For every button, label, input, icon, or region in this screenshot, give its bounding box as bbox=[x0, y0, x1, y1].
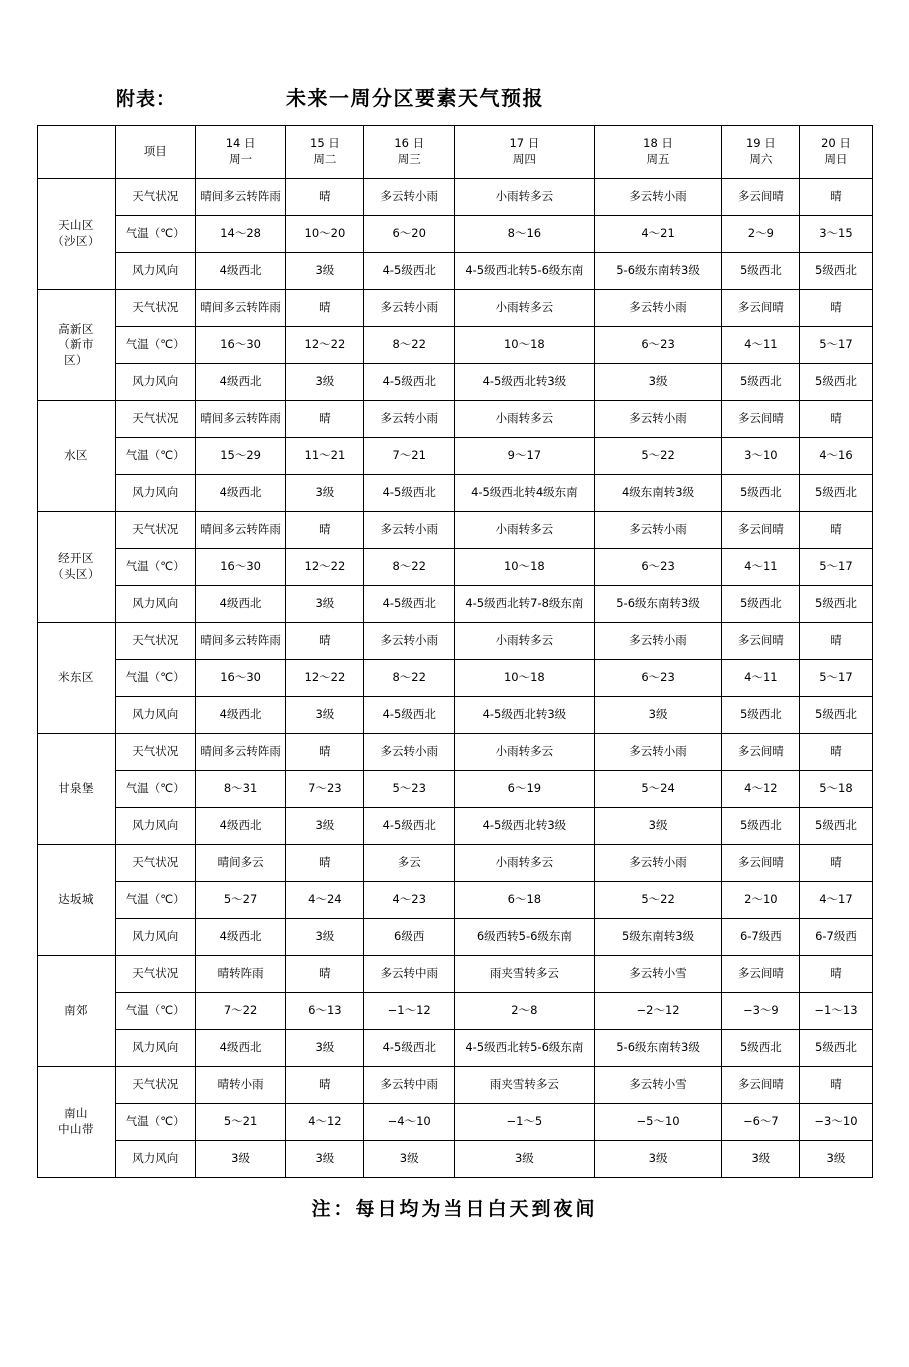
cell-wind-day1: 3级 bbox=[286, 475, 364, 512]
row-label-temp: 气温（℃） bbox=[115, 993, 195, 1030]
cell-wind-day2: 4-5级西北 bbox=[364, 697, 454, 734]
cell-temp-day1: 10～20 bbox=[286, 216, 364, 253]
cell-weather-day4: 多云转小雨 bbox=[594, 401, 722, 438]
cell-temp-day1: 6～13 bbox=[286, 993, 364, 1030]
cell-wind-day2: 4-5级西北 bbox=[364, 808, 454, 845]
cell-wind-day5: 5级西北 bbox=[722, 808, 800, 845]
cell-weather-day3: 小雨转多云 bbox=[454, 512, 594, 549]
row-label-weather: 天气状况 bbox=[115, 734, 195, 771]
cell-temp-day2: 8～22 bbox=[364, 549, 454, 586]
row-label-temp: 气温（℃） bbox=[115, 327, 195, 364]
row-label-wind: 风力风向 bbox=[115, 475, 195, 512]
cell-wind-day4: 5-6级东南转3级 bbox=[594, 253, 722, 290]
cell-wind-day3: 3级 bbox=[454, 1141, 594, 1178]
cell-wind-day2: 4-5级西北 bbox=[364, 253, 454, 290]
forecast-table bbox=[37, 125, 873, 1178]
cell-wind-day1: 3级 bbox=[286, 1030, 364, 1067]
header-day-1-date: 15 日 bbox=[310, 136, 340, 151]
cell-temp-day2: −1～12 bbox=[364, 993, 454, 1030]
row-label-wind: 风力风向 bbox=[115, 253, 195, 290]
cell-weather-day1: 晴 bbox=[286, 290, 364, 327]
cell-weather-day2: 多云转中雨 bbox=[364, 1067, 454, 1104]
header-day-1-weekday: 周二 bbox=[313, 152, 337, 166]
cell-temp-day6: 3～15 bbox=[800, 216, 872, 253]
header-day-2-weekday: 周三 bbox=[397, 152, 421, 166]
cell-wind-day6: 5级西北 bbox=[800, 808, 872, 845]
cell-weather-day5: 多云间晴 bbox=[722, 290, 800, 327]
cell-temp-day5: 4～11 bbox=[722, 660, 800, 697]
header-corner bbox=[37, 126, 115, 179]
cell-temp-day3: −1～5 bbox=[454, 1104, 594, 1141]
cell-temp-day6: 5～17 bbox=[800, 327, 872, 364]
cell-weather-day0: 晴间多云转阵雨 bbox=[195, 512, 285, 549]
table-row bbox=[37, 845, 872, 882]
cell-weather-day3: 小雨转多云 bbox=[454, 290, 594, 327]
cell-wind-day5: 5级西北 bbox=[722, 586, 800, 623]
cell-wind-day5: 3级 bbox=[722, 1141, 800, 1178]
cell-weather-day0: 晴转阵雨 bbox=[195, 956, 285, 993]
cell-temp-day1: 12～22 bbox=[286, 549, 364, 586]
document-page bbox=[0, 82, 909, 1367]
header-row bbox=[37, 126, 872, 179]
cell-weather-day5: 多云间晴 bbox=[722, 179, 800, 216]
cell-temp-day5: −3～9 bbox=[722, 993, 800, 1030]
header-day-3 bbox=[454, 126, 594, 179]
cell-weather-day0: 晴间多云转阵雨 bbox=[195, 290, 285, 327]
cell-weather-day6: 晴 bbox=[800, 512, 872, 549]
cell-temp-day4: 5～22 bbox=[594, 438, 722, 475]
cell-weather-day5: 多云间晴 bbox=[722, 623, 800, 660]
table-row bbox=[37, 808, 872, 845]
cell-wind-day0: 4级西北 bbox=[195, 1030, 285, 1067]
table-row bbox=[37, 660, 872, 697]
cell-weather-day1: 晴 bbox=[286, 956, 364, 993]
cell-temp-day4: −2～12 bbox=[594, 993, 722, 1030]
cell-weather-day1: 晴 bbox=[286, 845, 364, 882]
cell-temp-day6: −3～10 bbox=[800, 1104, 872, 1141]
cell-weather-day0: 晴间多云转阵雨 bbox=[195, 623, 285, 660]
table-row bbox=[37, 956, 872, 993]
cell-temp-day1: 12～22 bbox=[286, 327, 364, 364]
cell-wind-day5: 5级西北 bbox=[722, 697, 800, 734]
cell-wind-day4: 3级 bbox=[594, 697, 722, 734]
cell-wind-day5: 6-7级西 bbox=[722, 919, 800, 956]
cell-weather-day4: 多云转小雨 bbox=[594, 512, 722, 549]
cell-wind-day4: 3级 bbox=[594, 1141, 722, 1178]
cell-temp-day6: 5～17 bbox=[800, 549, 872, 586]
row-label-wind: 风力风向 bbox=[115, 697, 195, 734]
title-row bbox=[36, 82, 873, 111]
row-label-wind: 风力风向 bbox=[115, 919, 195, 956]
cell-weather-day3: 小雨转多云 bbox=[454, 734, 594, 771]
table-row bbox=[37, 364, 872, 401]
row-label-weather: 天气状况 bbox=[115, 512, 195, 549]
cell-temp-day0: 7～22 bbox=[195, 993, 285, 1030]
cell-temp-day0: 16～30 bbox=[195, 660, 285, 697]
header-day-0-date: 14 日 bbox=[225, 136, 256, 151]
cell-weather-day1: 晴 bbox=[286, 734, 364, 771]
cell-wind-day4: 5-6级东南转3级 bbox=[594, 586, 722, 623]
cell-temp-day6: 5～17 bbox=[800, 660, 872, 697]
cell-wind-day3: 4-5级西北转3级 bbox=[454, 808, 594, 845]
cell-weather-day0: 晴间多云转阵雨 bbox=[195, 401, 285, 438]
cell-weather-day2: 多云转小雨 bbox=[364, 623, 454, 660]
cell-wind-day3: 4-5级西北转4级东南 bbox=[454, 475, 594, 512]
cell-temp-day3: 8～16 bbox=[454, 216, 594, 253]
cell-weather-day5: 多云间晴 bbox=[722, 956, 800, 993]
cell-wind-day0: 4级西北 bbox=[195, 586, 285, 623]
cell-weather-day3: 雨夹雪转多云 bbox=[454, 956, 594, 993]
row-label-weather: 天气状况 bbox=[115, 1067, 195, 1104]
cell-weather-day4: 多云转小雨 bbox=[594, 290, 722, 327]
cell-wind-day2: 4-5级西北 bbox=[364, 364, 454, 401]
table-row bbox=[37, 697, 872, 734]
cell-temp-day3: 6～19 bbox=[454, 771, 594, 808]
table-row bbox=[37, 623, 872, 660]
region-name: 经开区 （头区） bbox=[37, 512, 115, 623]
cell-wind-day0: 3级 bbox=[195, 1141, 285, 1178]
cell-temp-day5: 3～10 bbox=[722, 438, 800, 475]
cell-weather-day3: 小雨转多云 bbox=[454, 179, 594, 216]
cell-weather-day2: 多云转小雨 bbox=[364, 401, 454, 438]
cell-temp-day3: 9～17 bbox=[454, 438, 594, 475]
cell-wind-day2: 3级 bbox=[364, 1141, 454, 1178]
cell-weather-day6: 晴 bbox=[800, 1067, 872, 1104]
cell-wind-day0: 4级西北 bbox=[195, 697, 285, 734]
row-label-wind: 风力风向 bbox=[115, 1141, 195, 1178]
cell-temp-day1: 4～12 bbox=[286, 1104, 364, 1141]
cell-wind-day0: 4级西北 bbox=[195, 808, 285, 845]
cell-wind-day1: 3级 bbox=[286, 253, 364, 290]
cell-weather-day4: 多云转小雨 bbox=[594, 179, 722, 216]
cell-temp-day0: 15～29 bbox=[195, 438, 285, 475]
cell-temp-day4: 6～23 bbox=[594, 549, 722, 586]
cell-weather-day4: 多云转小雨 bbox=[594, 845, 722, 882]
row-label-wind: 风力风向 bbox=[115, 1030, 195, 1067]
cell-temp-day5: 4～11 bbox=[722, 549, 800, 586]
page-title: 未来一周分区要素天气预报 bbox=[286, 86, 545, 110]
cell-weather-day3: 小雨转多云 bbox=[454, 623, 594, 660]
cell-temp-day2: 7～21 bbox=[364, 438, 454, 475]
cell-temp-day2: 8～22 bbox=[364, 660, 454, 697]
row-label-wind: 风力风向 bbox=[115, 808, 195, 845]
cell-temp-day5: 2～10 bbox=[722, 882, 800, 919]
header-day-5-weekday: 周六 bbox=[749, 152, 773, 166]
cell-weather-day0: 晴转小雨 bbox=[195, 1067, 285, 1104]
cell-wind-day3: 6级西转5-6级东南 bbox=[454, 919, 594, 956]
cell-weather-day5: 多云间晴 bbox=[722, 512, 800, 549]
table-row bbox=[37, 1030, 872, 1067]
cell-temp-day3: 10～18 bbox=[454, 327, 594, 364]
cell-temp-day1: 11～21 bbox=[286, 438, 364, 475]
cell-wind-day3: 4-5级西北转5-6级东南 bbox=[454, 1030, 594, 1067]
cell-weather-day4: 多云转小雪 bbox=[594, 956, 722, 993]
cell-weather-day6: 晴 bbox=[800, 401, 872, 438]
table-row bbox=[37, 734, 872, 771]
table-row bbox=[37, 179, 872, 216]
cell-weather-day0: 晴间多云 bbox=[195, 845, 285, 882]
cell-temp-day3: 10～18 bbox=[454, 549, 594, 586]
cell-wind-day1: 3级 bbox=[286, 586, 364, 623]
cell-temp-day3: 6～18 bbox=[454, 882, 594, 919]
table-row bbox=[37, 475, 872, 512]
cell-wind-day3: 4-5级西北转5-6级东南 bbox=[454, 253, 594, 290]
row-label-wind: 风力风向 bbox=[115, 586, 195, 623]
region-name: 达坂城 bbox=[37, 845, 115, 956]
table-row bbox=[37, 993, 872, 1030]
cell-weather-day1: 晴 bbox=[286, 401, 364, 438]
cell-temp-day2: −4～10 bbox=[364, 1104, 454, 1141]
header-day-6-date: 20 日 bbox=[821, 136, 851, 151]
row-label-wind: 风力风向 bbox=[115, 364, 195, 401]
cell-wind-day6: 3级 bbox=[800, 1141, 872, 1178]
cell-wind-day4: 4级东南转3级 bbox=[594, 475, 722, 512]
cell-wind-day0: 4级西北 bbox=[195, 253, 285, 290]
cell-weather-day1: 晴 bbox=[286, 623, 364, 660]
cell-temp-day2: 8～22 bbox=[364, 327, 454, 364]
cell-temp-day0: 8～31 bbox=[195, 771, 285, 808]
header-day-3-weekday: 周四 bbox=[512, 152, 536, 166]
row-label-weather: 天气状况 bbox=[115, 623, 195, 660]
row-label-temp: 气温（℃） bbox=[115, 549, 195, 586]
table-row bbox=[37, 549, 872, 586]
table-row bbox=[37, 327, 872, 364]
cell-temp-day0: 5～21 bbox=[195, 1104, 285, 1141]
row-label-temp: 气温（℃） bbox=[115, 660, 195, 697]
cell-wind-day2: 4-5级西北 bbox=[364, 586, 454, 623]
row-label-weather: 天气状况 bbox=[115, 401, 195, 438]
header-day-0 bbox=[195, 126, 285, 179]
cell-wind-day6: 6-7级西 bbox=[800, 919, 872, 956]
cell-weather-day3: 雨夹雪转多云 bbox=[454, 1067, 594, 1104]
header-day-3-date: 17 日 bbox=[509, 136, 540, 151]
region-name: 水区 bbox=[37, 401, 115, 512]
header-day-2 bbox=[364, 126, 454, 179]
table-row bbox=[37, 512, 872, 549]
cell-weather-day1: 晴 bbox=[286, 179, 364, 216]
cell-temp-day2: 4～23 bbox=[364, 882, 454, 919]
cell-temp-day0: 16～30 bbox=[195, 327, 285, 364]
cell-weather-day5: 多云间晴 bbox=[722, 1067, 800, 1104]
row-label-temp: 气温（℃） bbox=[115, 438, 195, 475]
table-note: 注：每日均为当日白天到夜间 bbox=[311, 1198, 598, 1220]
region-name: 南郊 bbox=[37, 956, 115, 1067]
cell-weather-day4: 多云转小雨 bbox=[594, 623, 722, 660]
cell-wind-day4: 3级 bbox=[594, 808, 722, 845]
region-name: 甘泉堡 bbox=[37, 734, 115, 845]
cell-temp-day4: 6～23 bbox=[594, 660, 722, 697]
cell-wind-day2: 6级西 bbox=[364, 919, 454, 956]
table-row bbox=[37, 586, 872, 623]
cell-wind-day6: 5级西北 bbox=[800, 253, 872, 290]
header-day-4-weekday: 周五 bbox=[646, 152, 670, 166]
cell-wind-day1: 3级 bbox=[286, 364, 364, 401]
cell-weather-day2: 多云 bbox=[364, 845, 454, 882]
cell-wind-day6: 5级西北 bbox=[800, 475, 872, 512]
cell-temp-day1: 7～23 bbox=[286, 771, 364, 808]
table-row bbox=[37, 438, 872, 475]
cell-wind-day5: 5级西北 bbox=[722, 1030, 800, 1067]
cell-wind-day4: 3级 bbox=[594, 364, 722, 401]
cell-temp-day5: −6～7 bbox=[722, 1104, 800, 1141]
cell-weather-day1: 晴 bbox=[286, 512, 364, 549]
cell-weather-day0: 晴间多云转阵雨 bbox=[195, 734, 285, 771]
row-label-temp: 气温（℃） bbox=[115, 1104, 195, 1141]
cell-wind-day0: 4级西北 bbox=[195, 919, 285, 956]
table-row bbox=[37, 401, 872, 438]
cell-temp-day2: 5～23 bbox=[364, 771, 454, 808]
cell-wind-day1: 3级 bbox=[286, 919, 364, 956]
cell-temp-day6: 4～17 bbox=[800, 882, 872, 919]
cell-temp-day2: 6～20 bbox=[364, 216, 454, 253]
cell-temp-day3: 2～8 bbox=[454, 993, 594, 1030]
cell-temp-day5: 2～9 bbox=[722, 216, 800, 253]
cell-weather-day0: 晴间多云转阵雨 bbox=[195, 179, 285, 216]
table-row bbox=[37, 216, 872, 253]
region-name: 米东区 bbox=[37, 623, 115, 734]
table-row bbox=[37, 1067, 872, 1104]
cell-weather-day6: 晴 bbox=[800, 623, 872, 660]
row-label-weather: 天气状况 bbox=[115, 290, 195, 327]
header-day-5 bbox=[722, 126, 800, 179]
table-row bbox=[37, 919, 872, 956]
cell-weather-day2: 多云转小雨 bbox=[364, 290, 454, 327]
cell-weather-day3: 小雨转多云 bbox=[454, 401, 594, 438]
cell-weather-day6: 晴 bbox=[800, 845, 872, 882]
cell-temp-day6: 4～16 bbox=[800, 438, 872, 475]
cell-weather-day4: 多云转小雨 bbox=[594, 734, 722, 771]
cell-weather-day6: 晴 bbox=[800, 290, 872, 327]
cell-temp-day4: 5～22 bbox=[594, 882, 722, 919]
cell-wind-day0: 4级西北 bbox=[195, 364, 285, 401]
cell-wind-day5: 5级西北 bbox=[722, 475, 800, 512]
cell-weather-day4: 多云转小雪 bbox=[594, 1067, 722, 1104]
header-day-1 bbox=[286, 126, 364, 179]
cell-wind-day6: 5级西北 bbox=[800, 364, 872, 401]
cell-wind-day3: 4-5级西北转3级 bbox=[454, 364, 594, 401]
header-day-6 bbox=[800, 126, 872, 179]
cell-temp-day1: 12～22 bbox=[286, 660, 364, 697]
cell-weather-day2: 多云转小雨 bbox=[364, 179, 454, 216]
cell-temp-day1: 4～24 bbox=[286, 882, 364, 919]
cell-temp-day4: 5～24 bbox=[594, 771, 722, 808]
cell-weather-day6: 晴 bbox=[800, 956, 872, 993]
region-name: 天山区 （沙区） bbox=[37, 179, 115, 290]
table-row bbox=[37, 1141, 872, 1178]
cell-temp-day4: 6～23 bbox=[594, 327, 722, 364]
header-day-6-weekday: 周日 bbox=[824, 152, 848, 166]
cell-temp-day5: 4～11 bbox=[722, 327, 800, 364]
cell-wind-day1: 3级 bbox=[286, 1141, 364, 1178]
row-label-weather: 天气状况 bbox=[115, 956, 195, 993]
row-label-temp: 气温（℃） bbox=[115, 882, 195, 919]
cell-wind-day5: 5级西北 bbox=[722, 364, 800, 401]
row-label-weather: 天气状况 bbox=[115, 179, 195, 216]
table-row bbox=[37, 1104, 872, 1141]
row-label-temp: 气温（℃） bbox=[115, 771, 195, 808]
table-row bbox=[37, 290, 872, 327]
header-day-5-date: 19 日 bbox=[745, 136, 776, 151]
cell-weather-day5: 多云间晴 bbox=[722, 401, 800, 438]
cell-weather-day3: 小雨转多云 bbox=[454, 845, 594, 882]
row-label-weather: 天气状况 bbox=[115, 845, 195, 882]
cell-wind-day2: 4-5级西北 bbox=[364, 475, 454, 512]
header-day-0-weekday: 周一 bbox=[229, 152, 253, 166]
row-label-temp: 气温（℃） bbox=[115, 216, 195, 253]
table-row bbox=[37, 253, 872, 290]
cell-wind-day1: 3级 bbox=[286, 697, 364, 734]
cell-wind-day2: 4-5级西北 bbox=[364, 1030, 454, 1067]
cell-weather-day1: 晴 bbox=[286, 1067, 364, 1104]
cell-temp-day0: 5～27 bbox=[195, 882, 285, 919]
region-name: 高新区 （新市 区） bbox=[37, 290, 115, 401]
title-prefix: 附表： bbox=[116, 88, 177, 110]
header-day-4 bbox=[594, 126, 722, 179]
cell-wind-day4: 5级东南转3级 bbox=[594, 919, 722, 956]
table-row bbox=[37, 882, 872, 919]
table-row bbox=[37, 771, 872, 808]
header-item: 项目 bbox=[115, 126, 195, 179]
cell-temp-day6: −1～13 bbox=[800, 993, 872, 1030]
cell-weather-day6: 晴 bbox=[800, 734, 872, 771]
cell-temp-day4: −5～10 bbox=[594, 1104, 722, 1141]
cell-temp-day0: 14～28 bbox=[195, 216, 285, 253]
cell-temp-day0: 16～30 bbox=[195, 549, 285, 586]
cell-wind-day1: 3级 bbox=[286, 808, 364, 845]
cell-wind-day0: 4级西北 bbox=[195, 475, 285, 512]
cell-weather-day6: 晴 bbox=[800, 179, 872, 216]
header-day-2-date: 16 日 bbox=[394, 136, 425, 151]
cell-temp-day4: 4～21 bbox=[594, 216, 722, 253]
table-body bbox=[37, 179, 872, 1178]
cell-temp-day5: 4～12 bbox=[722, 771, 800, 808]
header-day-4-date: 18 日 bbox=[643, 136, 673, 151]
cell-weather-day2: 多云转中雨 bbox=[364, 956, 454, 993]
cell-wind-day6: 5级西北 bbox=[800, 697, 872, 734]
table-header bbox=[37, 126, 872, 179]
cell-wind-day6: 5级西北 bbox=[800, 1030, 872, 1067]
region-name: 南山 中山带 bbox=[37, 1067, 115, 1178]
cell-wind-day4: 5-6级东南转3级 bbox=[594, 1030, 722, 1067]
cell-wind-day3: 4-5级西北转3级 bbox=[454, 697, 594, 734]
cell-wind-day6: 5级西北 bbox=[800, 586, 872, 623]
cell-wind-day3: 4-5级西北转7-8级东南 bbox=[454, 586, 594, 623]
cell-temp-day3: 10～18 bbox=[454, 660, 594, 697]
cell-temp-day6: 5～18 bbox=[800, 771, 872, 808]
cell-weather-day5: 多云间晴 bbox=[722, 734, 800, 771]
cell-weather-day5: 多云间晴 bbox=[722, 845, 800, 882]
cell-weather-day2: 多云转小雨 bbox=[364, 734, 454, 771]
cell-weather-day2: 多云转小雨 bbox=[364, 512, 454, 549]
cell-wind-day5: 5级西北 bbox=[722, 253, 800, 290]
